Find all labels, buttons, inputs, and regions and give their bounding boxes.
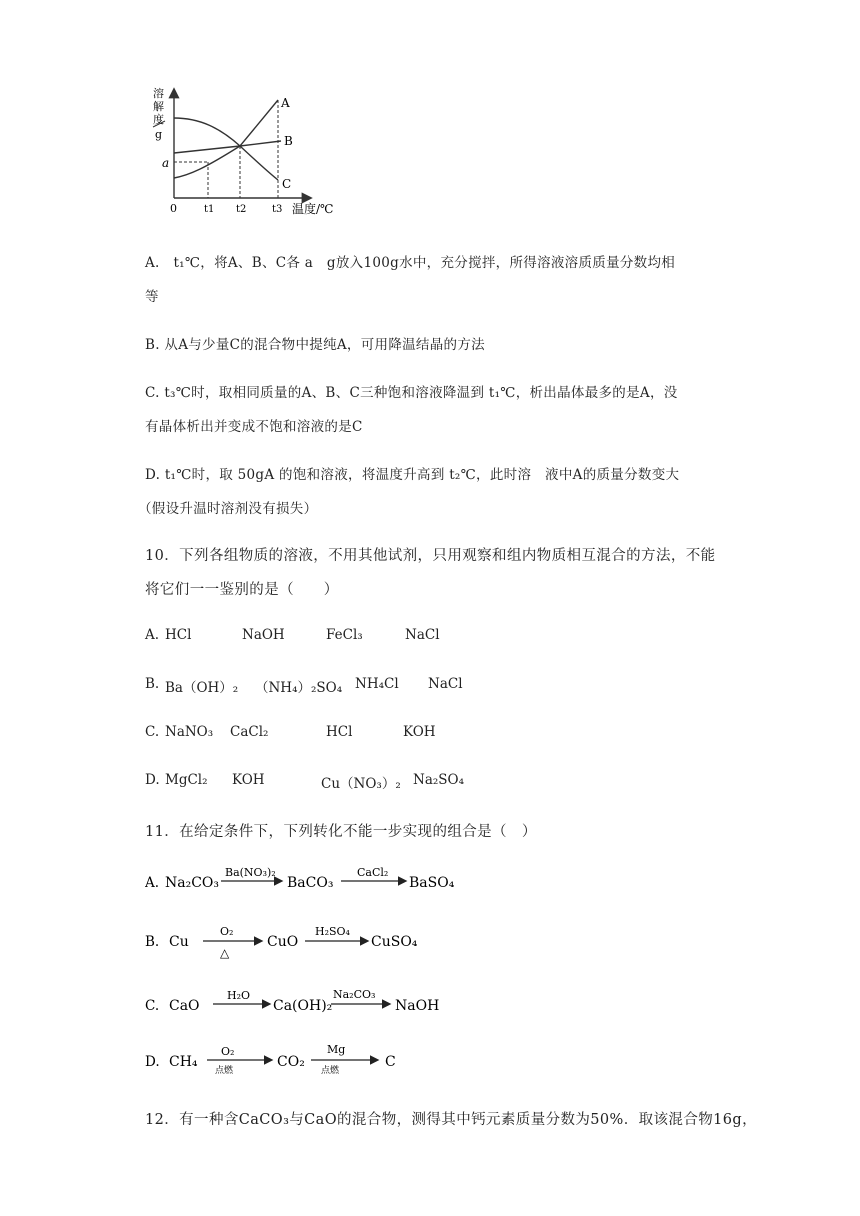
- q10-item: KOH: [403, 724, 436, 740]
- svg-text:CuSO₄: CuSO₄: [371, 934, 418, 950]
- q10-item: NaOH: [242, 627, 285, 643]
- origin-label: 0: [170, 202, 177, 215]
- svg-text:A.: A.: [145, 875, 160, 891]
- svg-text:Mg: Mg: [327, 1043, 346, 1056]
- svg-text:O₂: O₂: [221, 1045, 235, 1058]
- svg-text:Na₂CO₃: Na₂CO₃: [333, 988, 376, 1001]
- q10-item: FeCl₃: [326, 627, 363, 643]
- y-axis-label-4: g: [155, 128, 163, 141]
- q10-option-letter: B.: [145, 676, 160, 692]
- svg-text:C: C: [385, 1054, 396, 1070]
- q10-option-letter: A.: [145, 627, 160, 643]
- y-marker-a: a: [162, 156, 170, 170]
- q10-item: MgCl₂: [165, 772, 208, 788]
- x-axis-label: 温度/℃: [292, 202, 334, 216]
- q10-item: NaCl: [405, 627, 440, 643]
- svg-text:NaOH: NaOH: [395, 998, 440, 1014]
- svg-text:CuO: CuO: [267, 934, 299, 950]
- q10-stem-line1: 10．下列各组物质的溶液，不用其他试剂，只用观察和组内物质相互混合的方法，不能: [145, 548, 716, 564]
- svg-text:Cu: Cu: [169, 934, 189, 950]
- solubility-chart: [140, 80, 360, 225]
- q10-item: CaCl₂: [230, 724, 269, 740]
- curve-c: [174, 118, 278, 180]
- q9-option-a-line2: 等: [145, 289, 159, 305]
- q10-option-letter: D.: [145, 772, 160, 788]
- curve-b: [174, 141, 281, 153]
- svg-text:Ca(OH)₂: Ca(OH)₂: [273, 998, 333, 1014]
- curve-label-b: B: [284, 134, 293, 148]
- q10-item: HCl: [165, 627, 192, 643]
- q9-option-d-line2: （假设升温时溶剂没有损失）: [138, 501, 318, 517]
- tick-t3: t3: [272, 204, 283, 215]
- svg-text:BaSO₄: BaSO₄: [409, 875, 455, 891]
- svg-text:Na₂CO₃: Na₂CO₃: [165, 875, 220, 891]
- svg-text:D.: D.: [145, 1054, 160, 1070]
- svg-text:CaO: CaO: [169, 998, 200, 1014]
- q9-option-c-line1: C. t₃℃时，取相同质量的A、B、C三种饱和溶液降温到 t₁℃，析出晶体最多的是A，没: [145, 385, 678, 401]
- q10-item: Cu（NO₃）₂: [321, 776, 401, 792]
- tick-t2: t2: [236, 204, 247, 215]
- y-axis-label-2: 解: [153, 100, 164, 113]
- svg-text:O₂: O₂: [220, 925, 234, 938]
- q10-item: （NH₄）₂SO₄: [255, 680, 343, 696]
- svg-text:点燃: 点燃: [215, 1066, 234, 1076]
- svg-text:BaCO₃: BaCO₃: [287, 875, 334, 891]
- svg-text:Ba(NO₃)₂: Ba(NO₃)₂: [225, 866, 276, 879]
- svg-text:CH₄: CH₄: [169, 1054, 198, 1070]
- q10-stem-line2: 将它们一一鉴别的是（ ）: [145, 582, 339, 598]
- q11-option-d: [145, 1036, 485, 1081]
- q11-option-b: [145, 920, 485, 965]
- q10-item: KOH: [232, 772, 265, 788]
- q11-option-a: [145, 860, 485, 900]
- q9-option-c-line2: 有晶体析出并变成不饱和溶液的是C: [145, 419, 363, 435]
- q11-stem: 11．在给定条件下，下列转化不能一步实现的组合是（ ）: [145, 824, 537, 840]
- q9-option-d-line1: D. t₁℃时，取 50gA 的饱和溶液，将温度升高到 t₂℃，此时溶 液中A的质量分数变大: [145, 467, 680, 483]
- svg-text:△: △: [220, 946, 230, 960]
- curve-label-c: C: [282, 177, 292, 191]
- curve-label-a: A: [281, 96, 290, 110]
- y-axis-label-3: 度: [153, 113, 164, 126]
- q10-item: NaNO₃: [165, 724, 214, 740]
- svg-text:H₂SO₄: H₂SO₄: [315, 925, 350, 938]
- svg-text:CaCl₂: CaCl₂: [357, 866, 389, 879]
- y-axis-label-1: 溶: [153, 87, 164, 100]
- svg-text:CO₂: CO₂: [277, 1054, 305, 1070]
- q10-item: NH₄Cl: [355, 676, 399, 692]
- q10-item: NaCl: [428, 676, 463, 692]
- q12-stem: 12．有一种含CaCO₃与CaO的混合物，测得其中钙元素质量分数为50%．取该混合物16g，: [145, 1112, 757, 1128]
- svg-text:点燃: 点燃: [321, 1066, 340, 1076]
- q10-item: Na₂SO₄: [413, 772, 465, 788]
- q10-item: HCl: [326, 724, 353, 740]
- q9-option-a-line1: A. t₁℃，将A、B、C各 a g放入100g水中，充分搅拌，所得溶液溶质质量分数均相: [145, 255, 676, 271]
- svg-text:H₂O: H₂O: [227, 989, 251, 1002]
- q11-option-c: [145, 984, 485, 1024]
- q10-option-letter: C.: [145, 724, 160, 740]
- q10-item: Ba（OH）₂: [165, 680, 239, 696]
- tick-t1: t1: [204, 204, 215, 215]
- svg-text:C.: C.: [145, 998, 160, 1014]
- svg-text:B.: B.: [145, 934, 160, 950]
- q9-option-b: B. 从A与少量C的混合物中提纯A，可用降温结晶的方法: [145, 337, 485, 353]
